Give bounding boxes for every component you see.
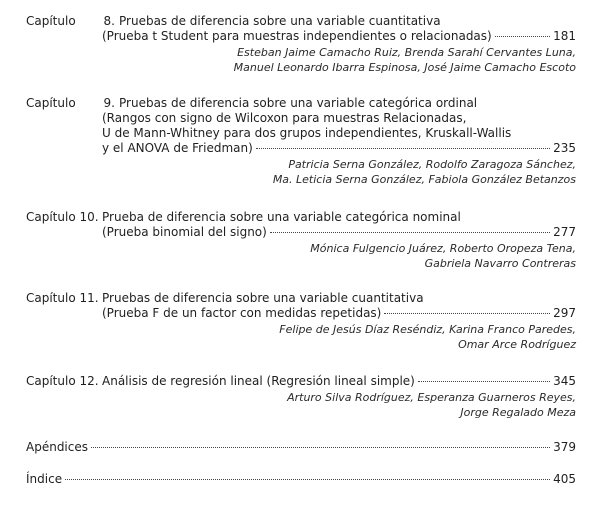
page-number: 297 <box>553 306 576 320</box>
dot-leader <box>495 36 550 37</box>
page-number: 379 <box>553 440 576 454</box>
author-line: Patricia Serna González, Rodolfo Zaragoza Sánchez, <box>288 158 576 171</box>
chapter-subtitle: (Prueba F de un factor con medidas repetidas) <box>102 306 382 320</box>
chapter-subtitle-line <box>102 29 576 44</box>
chapter-subtitle: U de Mann-Whitney para dos grupos independientes, Kruskall-Wallis <box>102 126 512 140</box>
chapter-authors <box>26 322 576 352</box>
toc-entry-appendices[interactable] <box>26 440 576 455</box>
author-line: Arturo Silva Rodríguez, Esperanza Guarneros Reyes, <box>287 391 576 404</box>
dot-leader <box>270 232 550 233</box>
author-line: Gabriela Navarro Contreras <box>424 257 576 270</box>
toc-entry-chapter-11[interactable] <box>26 291 576 352</box>
toc-entry-index[interactable] <box>26 472 576 487</box>
dot-leader <box>65 479 550 480</box>
author-line: Esteban Jaime Camacho Ruiz, Brenda Sarahí Cervantes Luna, <box>237 46 576 59</box>
chapter-subtitle: (Prueba binomial del signo) <box>102 225 267 239</box>
author-line: Omar Arce Rodríguez <box>458 338 576 351</box>
chapter-heading-line <box>26 374 576 389</box>
page-number: 181 <box>553 29 576 43</box>
chapter-subtitle: y el ANOVA de Friedman) <box>102 141 253 155</box>
chapter-subtitle: (Rangos con signo de Wilcoxon para muestras Relacionadas, <box>102 111 467 125</box>
page-number: 277 <box>553 225 576 239</box>
chapter-authors <box>26 390 576 420</box>
author-line: Ma. Leticia Serna González, Fabiola González Betanzos <box>272 173 576 186</box>
chapter-title: Análisis de regresión lineal (Regresión lineal simple) <box>102 374 415 388</box>
author-line: Manuel Leonardo Ibarra Espinosa, José Jaime Camacho Escoto <box>233 61 576 74</box>
dot-leader <box>256 148 550 149</box>
chapter-heading <box>26 96 576 111</box>
author-line: Jorge Regalado Meza <box>460 406 576 419</box>
dot-leader <box>418 381 550 382</box>
dot-leader <box>91 447 550 448</box>
author-line: Mónica Fulgencio Juárez, Roberto Oropeza Tena, <box>310 242 576 255</box>
chapter-subtitle-line <box>102 306 576 321</box>
chapter-label: Capítulo <box>26 14 76 28</box>
chapter-subtitle-line <box>102 141 576 156</box>
chapter-label: Capítulo <box>26 96 76 110</box>
chapter-heading <box>26 14 576 29</box>
index-label: Índice <box>26 472 63 486</box>
page-number: 405 <box>553 472 576 486</box>
chapter-heading <box>26 291 576 306</box>
chapter-subtitle-line <box>102 225 576 240</box>
chapter-number: 8. <box>103 14 115 28</box>
chapter-label: Capítulo 12. <box>26 374 99 388</box>
chapter-title: Pruebas de diferencia sobre una variable cuantitativa <box>119 14 441 28</box>
chapter-title: Prueba de diferencia sobre una variable categórica nominal <box>102 210 461 224</box>
toc-entry-chapter-12[interactable] <box>26 374 576 420</box>
chapter-title: Pruebas de diferencia sobre una variable cuantitativa <box>102 291 424 305</box>
toc-entry-chapter-9[interactable] <box>26 96 576 187</box>
chapter-title: Pruebas de diferencia sobre una variable categórica ordinal <box>119 96 478 110</box>
appendix-label: Apéndices <box>26 440 88 454</box>
chapter-number: 9. <box>103 96 115 110</box>
chapter-label: Capítulo 11. <box>26 291 99 305</box>
chapter-label: Capítulo 10. <box>26 210 99 224</box>
toc-entry-chapter-8[interactable] <box>26 14 576 75</box>
chapter-subtitle: (Prueba t Student para muestras independientes o relacionadas) <box>102 29 492 43</box>
chapter-authors <box>26 45 576 75</box>
chapter-authors <box>26 241 576 271</box>
page-number: 235 <box>553 141 576 155</box>
dot-leader <box>384 313 550 314</box>
chapter-heading <box>26 210 576 225</box>
toc-entry-chapter-10[interactable] <box>26 210 576 271</box>
page-number: 345 <box>553 374 576 388</box>
author-line: Felipe de Jesús Díaz Reséndiz, Karina Franco Paredes, <box>279 323 576 336</box>
chapter-authors <box>26 157 576 187</box>
